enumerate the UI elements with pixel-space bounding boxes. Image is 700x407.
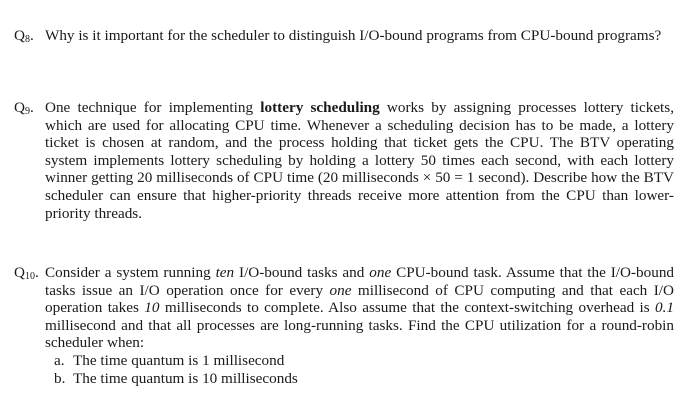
question-8 <box>14 27 674 45</box>
question-10 <box>14 264 674 387</box>
list-item-text: The time quantum is 1 millisecond <box>73 351 285 369</box>
list-item-letter: a. <box>54 351 65 369</box>
list-item <box>54 352 674 370</box>
bold-term-lottery-scheduling: lottery scheduling <box>260 99 380 116</box>
list-item-text: The time quantum is 10 milliseconds <box>73 369 298 387</box>
question-10-sublist <box>54 352 674 387</box>
question-9 <box>14 99 674 222</box>
list-item-letter: b. <box>54 369 66 387</box>
question-9-label: $Q_9$. <box>14 99 34 117</box>
question-10-label: $Q_{10}$. <box>14 264 39 282</box>
list-item <box>54 370 674 388</box>
question-9-text: One technique for implementing lottery scheduling works by assigning processes lottery tickets, which are used for allocating CPU time. Whenever a scheduling decision has to be made, a lottery ticket is chosen at random, and the process holding that ticket gets the CPU. The BTV operating system implements lottery scheduling by holding a lottery 50 times each second, with each lottery winner getting 20 milliseconds of CPU time (20 milliseconds × 50 = 1 second). Describe how the BTV scheduler can ensure that higher-priority threads receive more attention from the CPU than lower-priority threads. <box>45 99 674 222</box>
question-10-text: Consider a system running ten I/O-bound tasks and one CPU-bound task. Assume that the I/O-bound tasks issue an I/O operation once for every one millisecond of CPU computing and that each I/O operation takes 10 milliseconds to complete. Also assume that the context-switching overhead is 0.1 millisecond and that all processes are long-running tasks. Find the CPU utilization for a round-robin scheduler when: <box>45 264 675 352</box>
question-8-label: $Q_8$. <box>14 27 34 45</box>
question-8-text: Why is it important for the scheduler to distinguish I/O-bound programs from CPU-bound programs? <box>45 27 662 44</box>
